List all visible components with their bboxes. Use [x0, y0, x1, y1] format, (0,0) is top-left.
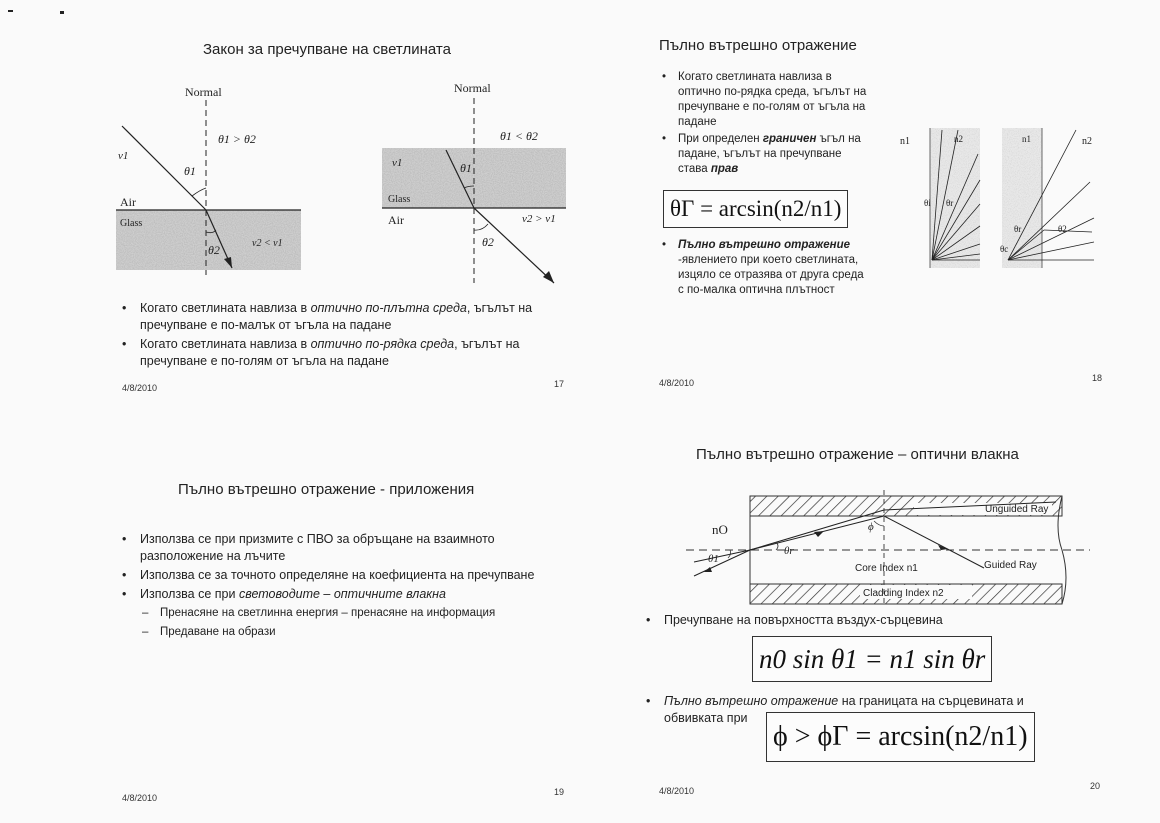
n2-label: n2 [954, 134, 963, 144]
scan-mark [8, 10, 13, 12]
relation-label: θ1 < θ2 [500, 129, 538, 143]
air-label: Air [120, 195, 136, 209]
slide-20-bullets [642, 612, 1082, 631]
v1-label: v1 [392, 157, 403, 169]
slide-18-bullets-2 [658, 238, 870, 300]
n1-label: n1 [1022, 134, 1031, 144]
refraction-diagram-dense [110, 80, 310, 280]
slide-17-title: Закон за пречупване на светлината [203, 41, 451, 58]
scan-mark [60, 11, 64, 14]
unguided-ray-label: Unguided Ray [985, 504, 1049, 515]
theta2-label: θ2 [208, 243, 220, 257]
theta1-label: θ1 [184, 164, 196, 178]
slide-date: 4/8/2010 [122, 383, 158, 393]
bullet: • Използва се при световодите – оптичните влакна [118, 586, 558, 603]
page-number: 20 [1090, 781, 1101, 791]
optical-fiber-diagram [684, 488, 1092, 608]
refraction-diagram-rare [378, 78, 578, 288]
slide-19-title: Пълно вътрешно отражение - приложения [178, 481, 475, 498]
page-number: 18 [1092, 373, 1103, 383]
bullet: • Когато светлината навлиза в оптично по-рядка среда, ъгълът на пречупване е по-голям от ъгъла на падане [658, 70, 870, 130]
bullet: • Когато светлината навлиза в оптично по-плътна среда, ъгълът на пречупване е по-малък от ъгъла на падане [118, 300, 578, 334]
n1-label: n1 [900, 136, 910, 147]
n0-label: nO [712, 522, 728, 537]
slide-18-title: Пълно вътрешно отражение [659, 37, 857, 54]
glass-label: Glass [388, 194, 411, 205]
bullet: • Използва се за точното определяне на коефициента на пречупване [118, 567, 558, 584]
theta-2-label: θ2 [1058, 224, 1067, 234]
total-internal-reflection-diagram [894, 122, 1104, 270]
theta1-label: θ1 [708, 553, 719, 565]
bullet: • Когато светлината навлиза в оптично по-рядка среда, ъгълът на пречупване е по-голям от ъгъла на падане [118, 336, 578, 370]
slide-date: 4/8/2010 [659, 378, 695, 388]
air-label: Air [388, 213, 404, 227]
relation-label: θ1 > θ2 [218, 132, 256, 146]
theta1-label: θ1 [460, 161, 472, 175]
sub-bullet: – Пренасяне на светлинна енергия – пренасяне на информация [118, 605, 558, 622]
theta-r-label: θr [946, 198, 954, 208]
speed-label: v2 > v1 [522, 213, 556, 225]
normal-label: Normal [185, 85, 222, 99]
critical-angle-fiber-formula: ϕ > ϕΓ = arcsin(n2/n1) [766, 712, 1035, 762]
bullet: • Пълно вътрешно отражение на границата на сърцевината и обвивката при [642, 693, 1072, 727]
theta-r-label: θr [784, 545, 794, 557]
core-index-label: Core Index n1 [855, 563, 918, 574]
normal-label: Normal [454, 81, 491, 95]
n2-label: n2 [1082, 136, 1092, 147]
page-number: 19 [554, 787, 565, 797]
slide-17-bullets [118, 300, 578, 372]
glass-label: Glass [120, 218, 143, 229]
slide-date: 4/8/2010 [659, 786, 695, 796]
theta-c-label: θc [1000, 244, 1009, 254]
slide-18-bullets [658, 70, 870, 179]
bullet: • Пълно вътрешно отражение -явлението при което светлината, изцяло се отразява от друга среда с по-малка оптична плътност [658, 238, 870, 298]
theta-i-label: θi [924, 198, 931, 208]
theta2-label: θ2 [482, 235, 494, 249]
slide-date: 4/8/2010 [122, 793, 158, 803]
slide-20-title: Пълно вътрешно отражение – оптични влакна [696, 446, 1019, 463]
phi-label: ϕ [868, 521, 874, 533]
sub-bullet: – Предаване на образи [118, 624, 558, 641]
v1-label: v1 [118, 150, 129, 162]
bullet: • Пречупване на повърхността въздух-сърцевина [642, 612, 1082, 629]
page-number: 17 [554, 379, 565, 389]
speed-label: v2 < v1 [252, 238, 283, 249]
slide-19-bullets [118, 531, 558, 643]
theta-r-label: θr [1014, 224, 1022, 234]
cladding-index-label: Cladding Index n2 [863, 588, 944, 599]
guided-ray-label: Guided Ray [984, 560, 1037, 571]
critical-angle-formula: θΓ = arcsin(n2/n1) [663, 190, 848, 228]
snell-law-formula: n0 sin θ1 = n1 sin θr [752, 636, 992, 682]
bullet: • Използва се при призмите с ПВО за обръщане на взаимното разположение на лъчите [118, 531, 558, 565]
bullet: • При определен граничен ъгъл на падане, ъгълът на пречупване става прав [658, 132, 870, 177]
